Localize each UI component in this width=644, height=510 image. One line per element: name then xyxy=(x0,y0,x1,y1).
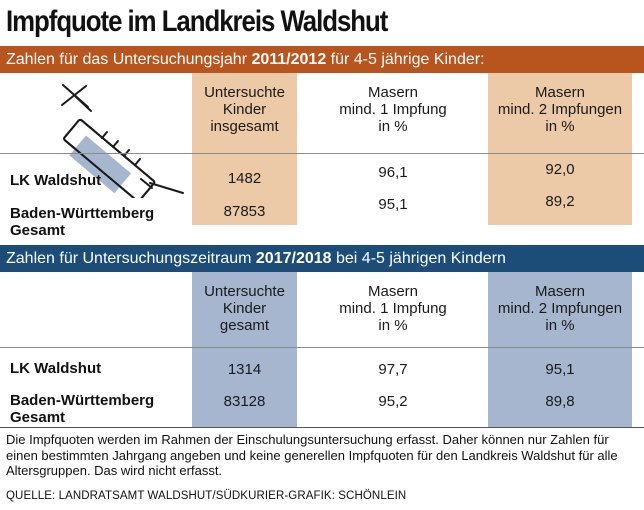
section-1-prefix: Zahlen für das Untersuchungsjahr xyxy=(6,51,252,68)
section-2-header-kinder: Untersuchte Kinder gesamt xyxy=(204,283,285,334)
footnote: Die Impfquoten werden im Rahmen der Einschulungsuntersuchung erfasst. Daher können nur Zahlen für einen bestimmten Jahrgang angeben und keine generellen Impfquoten für den Landkreis Waldshut für alle Altersgruppen. Das wird nicht erfasst. xyxy=(6,432,618,478)
section-2-header xyxy=(0,245,644,272)
section-2-divider xyxy=(0,347,644,348)
section-2-row-2-impf2: 89,8 xyxy=(545,393,575,410)
section-2-header-impf1: Masern mind. 1 Impfung in % xyxy=(339,283,447,334)
section-2-row-2-label: Baden-Württemberg Gesamt xyxy=(10,392,155,426)
section-2-years: 2017/2018 xyxy=(255,250,332,267)
section-1-years: 2011/2012 xyxy=(251,51,327,68)
section-2-suffix: bei 4-5 jährigen Kindern xyxy=(331,250,506,267)
section-2-row-1-impf1: 97,7 xyxy=(378,361,408,378)
page-title: Impfquote im Landkreis Waldshut xyxy=(6,5,388,38)
section-1-header-impf2: Masern mind. 2 Impfungen in % xyxy=(497,84,623,135)
section-1-divider xyxy=(0,153,644,154)
section-1-header xyxy=(0,46,644,73)
table-bottom-rule xyxy=(0,427,644,428)
section-1-row-2-impf2: 89,2 xyxy=(545,193,575,210)
section-1-header-impf1: Masern mind. 1 Impfung in % xyxy=(339,84,447,135)
source-credit: QUELLE: LANDRATSAMT WALDSHUT/SÜDKURIER-GRAFIK: SCHÖNLEIN xyxy=(6,490,407,502)
section-1-row-2-label: Baden-Württemberg Gesamt xyxy=(10,205,155,239)
section-1-row-1-impf1: 96,1 xyxy=(378,164,408,181)
section-2-row-1-label: LK Waldshut xyxy=(10,360,102,377)
section-2-prefix: Zahlen für Untersuchungszeitraum xyxy=(6,250,256,267)
section-2-row-1-kinder: 1314 xyxy=(227,361,262,378)
section-1-row-1-label: LK Waldshut xyxy=(10,172,102,189)
section-1-header-kinder: Untersuchte Kinder insgesamt xyxy=(204,84,285,135)
section-1-row-2-kinder: 87853 xyxy=(223,203,266,220)
section-2-header-impf2: Masern mind. 2 Impfungen in % xyxy=(497,283,623,334)
section-1-row-1-kinder: 1482 xyxy=(227,170,262,187)
section-2-row-2-impf1: 95,2 xyxy=(378,393,408,410)
section-1-row-2-impf1: 95,1 xyxy=(378,196,408,213)
section-1-suffix: für 4-5 jährige Kinder: xyxy=(326,51,485,68)
section-2-row-1-impf2: 95,1 xyxy=(545,361,575,378)
section-2-row-2-kinder: 83128 xyxy=(223,393,266,410)
section-1-row-1-impf2: 92,0 xyxy=(545,161,575,178)
